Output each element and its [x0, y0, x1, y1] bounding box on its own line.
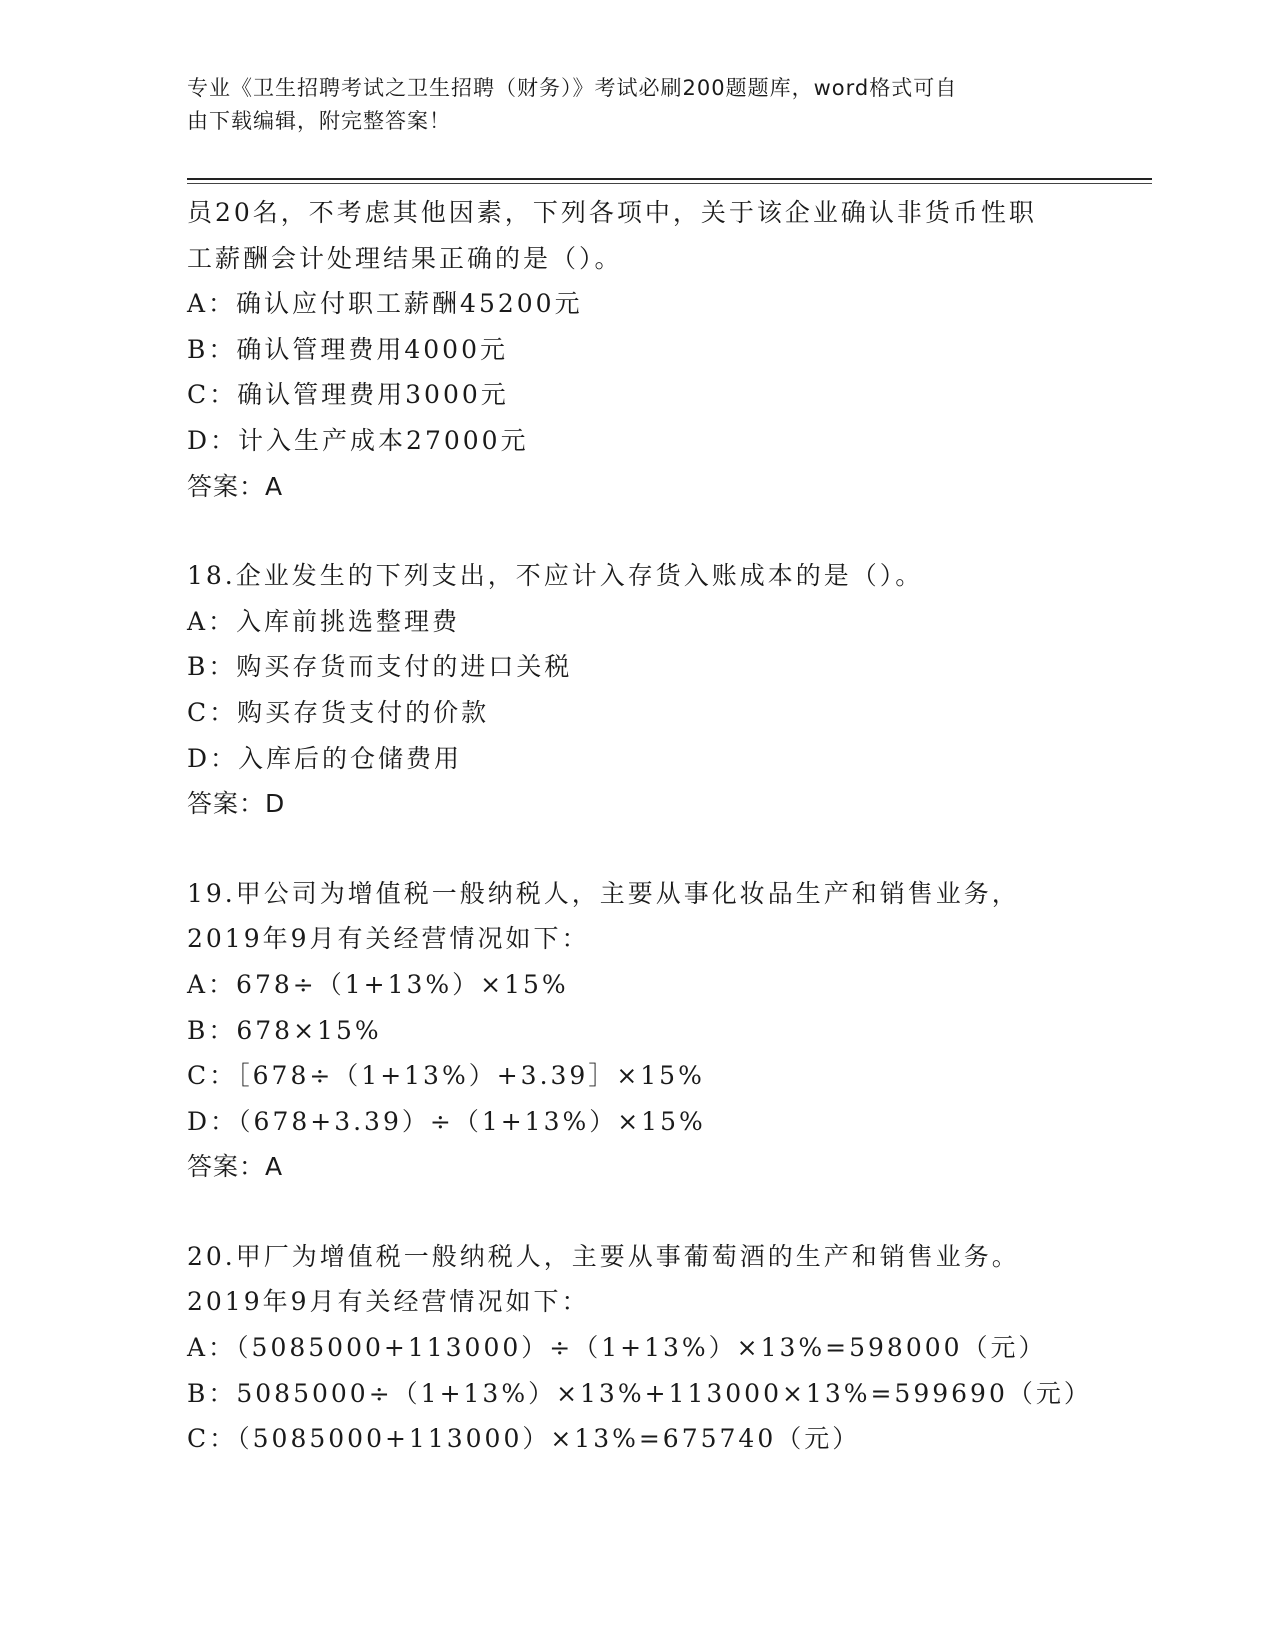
option-b: B：678×15%: [187, 1015, 382, 1045]
question-stem: 员20名，不考虑其他因素，下列各项中，关于该企业确认非货币性职: [187, 198, 1037, 227]
header-divider-thick: [187, 178, 1152, 180]
option-d: D：（678+3.39）÷（1+13%）×15%: [187, 1106, 706, 1136]
question-stem: 2019年9月有关经营情况如下：: [187, 1287, 590, 1317]
option-c: C：购买存货支付的价款: [187, 697, 490, 727]
option-c: C：（5085000+113000）×13%=675740（元）: [187, 1424, 861, 1454]
question-stem: 18.企业发生的下列支出，不应计入存货入账成本的是（）。: [187, 561, 924, 591]
question-17: [187, 190, 1117, 509]
question-stem: 19.甲公司为增值税一般纳税人，主要从事化妆品生产和销售业务，: [187, 878, 1020, 908]
question-stem: 工薪酬会计处理结果正确的是（）。: [187, 243, 623, 273]
header-title-line-2: 由下载编辑，附完整答案！: [187, 109, 451, 133]
header-divider-thin: [187, 183, 1152, 184]
document-header: [187, 72, 1087, 138]
option-d: D：入库后的仓储费用: [187, 743, 463, 773]
header-title-line-1: 专业《卫生招聘考试之卫生招聘（财务）》考试必刷200题题库，word格式可自: [187, 76, 958, 100]
answer-line: 答案：D: [187, 789, 286, 819]
question-20: [187, 1234, 1117, 1462]
question-stem: 20.甲厂为增值税一般纳税人，主要从事葡萄酒的生产和销售业务。: [187, 1241, 1020, 1271]
option-b: B：购买存货而支付的进口关税: [187, 652, 573, 682]
question-18: [187, 553, 1117, 827]
option-c: C：确认管理费用3000元: [187, 380, 509, 410]
option-a: A：入库前挑选整理费: [187, 606, 461, 636]
option-b: B：5085000÷（1+13%）×13%+113000×13%=599690（元）: [187, 1378, 1092, 1408]
option-a: A：678÷（1+13%）×15%: [187, 969, 569, 999]
question-stem: 2019年9月有关经营情况如下：: [187, 924, 590, 954]
option-a: A：确认应付职工薪酬45200元: [187, 289, 583, 319]
option-d: D：计入生产成本27000元: [187, 425, 529, 455]
question-list: [187, 190, 1117, 1462]
option-b: B：确认管理费用4000元: [187, 334, 508, 364]
answer-line: 答案：A: [187, 1152, 284, 1182]
option-a: A：（5085000+113000）÷（1+13%）×13%=598000（元）: [187, 1333, 1047, 1363]
question-19: [187, 871, 1117, 1190]
option-c: C：［678÷（1+13%）+3.39］×15%: [187, 1061, 705, 1091]
answer-line: 答案：A: [187, 471, 284, 501]
